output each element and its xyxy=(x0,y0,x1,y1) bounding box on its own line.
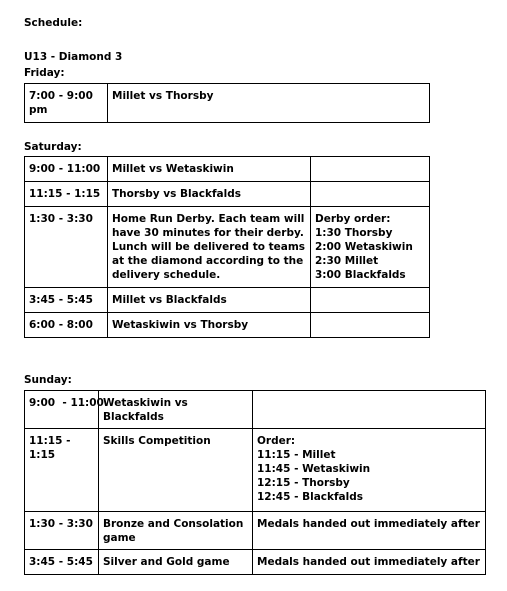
friday-table xyxy=(24,83,430,123)
time-cell: 3:45 - 5:45 xyxy=(25,288,108,313)
time-cell: 11:15 - 1:15 xyxy=(25,182,108,207)
note-cell xyxy=(311,157,430,182)
game-cell: Silver and Gold game xyxy=(99,550,253,575)
note-cell xyxy=(311,207,430,288)
game-cell: Wetaskiwin vs Thorsby xyxy=(108,313,311,338)
game-cell: Millet vs Wetaskiwin xyxy=(108,157,311,182)
derby-order-label: Derby order: xyxy=(315,213,391,225)
derby-order-item: 2:30 Millet xyxy=(315,255,379,267)
time-cell: 1:30 - 3:30 xyxy=(25,207,108,288)
table-row xyxy=(25,313,430,338)
saturday-table xyxy=(24,156,430,338)
time-cell: 1:30 - 3:30 xyxy=(25,512,99,550)
time-cell: 3:45 - 5:45 xyxy=(25,550,99,575)
note-cell xyxy=(253,429,486,512)
derby-order-item: 2:00 Wetaskiwin xyxy=(315,241,413,253)
note-cell xyxy=(311,288,430,313)
table-row xyxy=(25,157,430,182)
saturday-heading: Saturday: xyxy=(24,141,82,153)
sunday-table xyxy=(24,390,486,575)
derby-description: . Each team will have 30 minutes for their derby. Lunch will be delivered to teams at the diamond according to the delivery schedule. xyxy=(112,213,306,281)
schedule-heading: Schedule: xyxy=(24,17,83,29)
game-cell: Wetaskiwin vs Blackfalds xyxy=(99,391,253,429)
skills-order-item: 12:45 - Blackfalds xyxy=(257,491,364,503)
derby-order-item: 1:30 Thorsby xyxy=(315,227,393,239)
note-cell xyxy=(311,182,430,207)
time-cell: 11:15 - 1:15 xyxy=(25,429,99,512)
friday-heading: Friday: xyxy=(24,67,65,79)
table-row xyxy=(25,391,486,429)
table-row xyxy=(25,182,430,207)
table-row xyxy=(25,84,430,123)
table-row xyxy=(25,429,486,512)
note-cell: Medals handed out immediately after xyxy=(253,512,486,550)
derby-order-item: 3:00 Blackfalds xyxy=(315,269,406,281)
table-row xyxy=(25,512,486,550)
derby-title: Home Run Derby xyxy=(112,213,211,225)
time-cell: 6:00 - 8:00 xyxy=(25,313,108,338)
time-cell: 7:00 - 9:00 pm xyxy=(25,84,108,123)
game-cell: Millet vs Blackfalds xyxy=(108,288,311,313)
time-cell: 9:00 - 11:00 xyxy=(25,391,99,429)
note-cell xyxy=(253,391,486,429)
game-cell: Bronze and Consolation game xyxy=(99,512,253,550)
division-heading: U13 - Diamond 3 xyxy=(24,51,123,63)
sunday-heading: Sunday: xyxy=(24,374,72,386)
time-cell: 9:00 - 11:00 xyxy=(25,157,108,182)
note-cell xyxy=(311,313,430,338)
table-row xyxy=(25,207,430,288)
table-row xyxy=(25,550,486,575)
game-cell: Skills Competition xyxy=(99,429,253,512)
skills-order-item: 11:45 - Wetaskiwin xyxy=(257,463,371,475)
note-cell: Medals handed out immediately after xyxy=(253,550,486,575)
skills-order-label: Order: xyxy=(257,435,296,447)
game-cell: Millet vs Thorsby xyxy=(108,84,430,123)
game-cell: Thorsby vs Blackfalds xyxy=(108,182,311,207)
table-row xyxy=(25,288,430,313)
skills-order-item: 11:15 - Millet xyxy=(257,449,336,461)
skills-order-item: 12:15 - Thorsby xyxy=(257,477,350,489)
game-cell xyxy=(108,207,311,288)
